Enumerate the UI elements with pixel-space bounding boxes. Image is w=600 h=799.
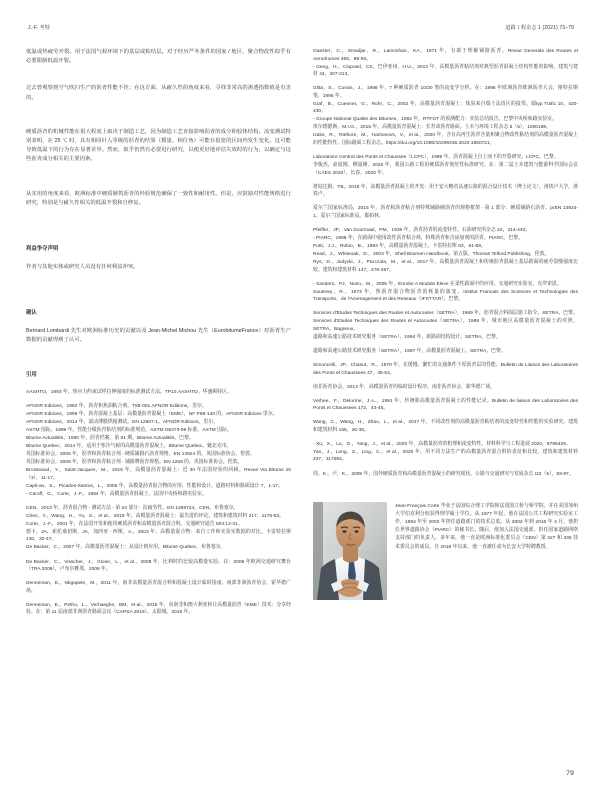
running-head-citation: 道路工程杂志 1 (2021) 73–79 [505,25,574,31]
reference-item: De Backer，C.，Visscher，J.，Glorie，L.，et al.，2008 年，比利时的比较高模量实验。在：2008 年欧洲交通研究舞台（TRA 2008），卢布尔雅那，2008 年。 [26,559,291,573]
reference-item: Chen，Y.，Wang，H.，Yu，S.，et al.，2019 年，高模量沥青混凝土：最先进的评论。建筑和建筑材料 217，1176-53。 [26,513,284,519]
reference-item: 南非沥青协会，2013 年，高模量沥青的临时设计程序。南非沥青协会，霍华德广场。 [313,384,496,390]
reference-item: 蒽姑达姆，TB，2019 年，高模量沥青混凝土的开发：用于安大略省高速公路的混合设计技术（博士论文），滑铁卢大学，滑铁卢。 [313,184,578,198]
reference-item: 李俊杰，俞滋刚，柳滋刚，2020 年，我国公路工程用硬质沥青规范性标准研究。在：第二届土木建筑与能源科学国际会议（CAES 2020），长春，2020 年。 [313,163,578,176]
reference-item: Rys，D.，Judycki，J.，Pszczola，M.，et al.，2017 年，高模量沥青混凝土和传统沥青混凝土基层路面的疲劳裂缝强度比较。建筑和建筑材料 147，478-487。 [313,260,578,273]
acknowledgments-heading: 确认 [26,310,37,317]
acknowledgments-text: Bernard Lombardi 先生对欧洲标准历史的贡献以及 Jean-Michel Michou 先生（EurobitumeFrance）对沥青生产数据的贡献得到了认可。 [26,328,291,344]
running-head [26,24,578,34]
portrait-illustration [313,502,387,600]
spacer [26,357,291,371]
spacer [26,77,291,84]
reference-item: Denneman，E.，Nkgapele，M.，2011 年，南非高模量沥青混合料和混凝土设计临时指南。南部非洲沥青协会，霍华德广场。 [26,581,291,594]
reference-item: Sauterey，R.，1973 年，热沥青混合物沥青消耗量的演变。Institut Francais des Sciences et Technologies des Transports，de l'Amenagement et des Reseaux（IFSTTAR），巴黎。 [313,289,578,303]
reference-item: Simoncelli，JP，Chanut，R.，1970 年，在缓慢、繁忙的交通条件下厚沥青层的性能。Bulletin de Liaison des Laboratoires des Ponts et Chaussees 47，45-54。 [313,363,578,376]
reference-item: Corte，J.-F.，2001 年，在法国开发和使用硬质沥青和高模量沥青混合料。交通研究通告 503:12-31。 [26,521,243,527]
reference-item: Brosseaud，Y.，Saint-Jacques，M.，2015 年，高模量沥青混凝土：近 30 年法国经验的回顾。Revue Via Bitume 10（3），11-17。 [26,468,291,481]
spacer [26,283,291,309]
body-paragraph: 从实用的角度来看，欧洲标准中硬质铺筑沥青的经验规范确保了一致性和耐用性。但是，应鼓励对性能规格进行研究，特别是与耐久性相关的低温开裂和自修复。 [26,190,291,206]
reference-item: AFNOR Editions，2014 年，滚动薄膜烘箱测试。EN 12607-1。AFNOR Editions。里尔。 [26,419,218,425]
right-column [313,48,578,617]
reference-item: Yan，J.，Leng，Z.，Ling，C.，et al.，2020 年，用不同方法生产的高模量沥青混合料的表征和比较。建筑和建筑材料 237，117594。 [313,449,578,463]
reference-item: CEN，2013 年，沥青混合物 - 测试方法 - 第 24 部分：抗疲劳性。EN 1269724。CEN。布鲁塞尔。 [26,505,239,511]
author-biography-text: Jean-François Corte 毕业于法国综合理工学院和法国国立桥与桥学院，并在美国加州大学伯克利分校获得理学硕士学位。从 1977 年起，他在法国公共工程研究实验室工作，1994 年至 2002 年担任道路部门的技术总监。从 2002 年到 2016 年 4 月，他担任世界道路协会（PIARC）的秘书长。随后，他加入法国交通部，担任国家道路网络支持部门的负责人。多年来，他一直是欧洲标准化委员会（CEN）第 227 和 336 技术委员会的成员。自 2018 年以来，他一直被任命为长安大学特聘教授。 [395,504,578,550]
reference-item: 英国标准协会，2006 年，沥青和沥青粘合剂 - 硬质铺路石沥青规格。EN 13924 的。英国标准协会，伦敦。 [26,451,255,457]
reference-item: AASHTO，1993 年，热应力约束试样拉伸强度的标准测试方法。TP10.AASHTO。华盛顿特区。 [26,389,232,395]
reference-item: Services d'Etudes Techniques des Routes et Autoroutes（SETRA），1988 年，城市地区高模量沥青混凝土的对照。SETRA。Bagneux。 [313,319,578,332]
reference-item: De Backer，C.，2007 年，高模量沥青混凝土：从设计到应用。Bitume Quebec，布鲁塞尔。 [26,545,226,551]
page-number: 79 [566,770,574,777]
reference-item: 道路和高速公路技术研究服务（SETRA），1997 年，高模量沥青混凝土。SETRA。巴黎。 [313,349,506,354]
reference-item: Bitume Actualités，1990 年，沥青档案。第 91 期。Bitume Actualités。巴黎。 [26,435,194,441]
reference-item: Read，J.，Whiteoak，D.，2003 年，Shell Bitumen Handbook。第五版。Thomas Telford Publishing。伦敦。 [313,252,550,258]
reference-item: Services d'Etudes Techniques des Routes et Autoroutes（SETRA），1969 年，沥青混合料面层施工指令。SETRA。巴黎。 [313,311,578,317]
reference-list-left [26,389,291,617]
spacer [26,219,291,245]
reference-item: - Xu，X.，Lu，G.，Yang，J.，et al.，2020 年，高模量沥青的机理和流变特性。材料科学与工程进展 2020，8795429。 [313,441,571,447]
reference-item: 爱尔兰国家标准局，2015 年，沥青和沥青粘合剂特殊铺路硬沥青的规格框架 - 第 1 部分：硬质铺路石沥青。prEN 13924-1。爱尔兰国家标准局。都柏林。 [313,206,578,219]
reference-list-right [313,48,578,478]
reference-item: 周，K.，卢，K.，2005 年，国外硬质沥青和高模量沥青混凝土的研究现状。公路与交通研究与发展杂志 I22（5），83-87。 [313,471,574,477]
reference-item: Pfeiffer，JP，Van Doormaal，PM，1936 年，沥青沥青的流变特性。石油研究所杂志 22，414-440。 [313,227,531,233]
reference-item: - Geng，H.，Clopotel，CS，巴伊亚州，H.U.，2013 年，高模量沥青粘结剂对典型沥青混凝土结构性能的影响。建筑与建材 44，207-213。 [313,64,578,78]
reference-item: Laboratoire Central des Ponts et Chaussee（LCPC），1999 年，沥青混凝土自上而下的开裂研究。LCPC。巴黎。 [313,155,559,161]
reference-item: Denneman，E.，Petho，L.，Verhaeghe，BM，et al.，2015 年，向南非和澳大利亚转让高模量沥青（EME）技术：分享经验。在：第 11 届南部非洲沥青路面会议（CAPSA 2015），太阳城，2015 年。 [26,602,291,616]
reference-item: Verhee，F.，Delorme，J.-L.，1991 年，传统和高模量沥青混凝土的性能记录。Bulletin de liaison des Laboratoires des Ponts et Chaussees 172，43-46。 [313,398,578,412]
reference-item: 埃尔德德斯，M.I.G.，2015 年，高模量沥青混凝土：长寿命沥青路面。土木与环境工程杂志 5（5），1000188。 [313,125,551,131]
conflict-of-interest-text: 作者与其他实体或研究人员没有任何利益冲突。 [26,264,139,271]
reference-item: Wang，C.，Wang，H.，Zhao，L.，et al.，2017 年，不同改性剂的高模量沥青粘结剂的流变特性和性能的实验研究。建筑和建筑材料 155，26-36。 [313,420,578,433]
reference-item: - Groupe National Qualite des Bitumes，1992 年，RTFOT 的预测能力：实验总结报告。巴黎中央桥和路实验室。 [313,117,557,123]
reference-item: AFNOR Editions，1999 年，沥青混凝土基层：高模量沥青混凝土（EME），NF P98-140 的。AFNOR Editions 里尔。 [26,411,278,417]
body-paragraph: 硬质沥青的机械性能在很大程度上取决于制造工艺，因为制造工艺直接影响沥青的成分和胶体结构。流变测试特别表明，在 25 ℃ 时，具有相同针入等级的沥青的结果（模量、相位角）可能在很宽的区间内发生变化。这可能导致低温下的行为存在显著差异。然而，似乎仍然有必要进行研究，以便更好地评估失效时的行为，以确定与这些沥青成分相关的主要因素。 [26,128,291,163]
spacer [26,114,291,128]
references-heading: 引用 [26,371,37,378]
left-column [26,48,291,617]
reference-item: Potti，J.J.，Rubio，B.，1993 年，高模量沥青混凝土。卡雷特拉斯 63，61-69。 [313,243,486,249]
reference-item: - Sanders，PJ，Nunn，M.，2005 年，Enrobe A Module Eleve 在柔性路面中的应用。交通研究实验室，克罗索恩。 [313,281,562,287]
reference-item: ASTM 国际。1999 年。性能分级沥青粘结剂的标准规范。ASTM D6373-99 标准。ASTM 国际。 [26,427,232,433]
reference-item: - PIARC，1998 年，在路面中使用改性沥青粘合剂、特殊沥青和含添加剂的沥青。PIARC。巴黎。 [313,235,523,241]
running-head-author: J.-F. 考特 [28,25,51,31]
reference-item: 德卡，JA，索托桑切斯，JA，加西亚 · 西斯，A.，2003 年，高模量混合物：来自工作和实验室数据的对比。卡雷特拉斯 130，32-47。 [26,529,291,543]
reference-item: Izaks，R.，Rathore，M.，Haritonovs，V.，et al.，2020 年，含有高再生沥青含量和聚合物改性粘结剂的高模量沥青混凝土的性能特性。国际路面工程杂志。https://doi.org/10.1080/10298436.2020.1850721。 [313,133,578,147]
reference-item: AFNOR Editions，1992 年，沥青和焦油粘合剂。T65-001.AFNOR Editions。里尔。 [26,403,207,409]
author-biography [313,502,578,600]
two-column-body [26,48,578,617]
reference-item: Capit-ao，S.，Picados-Santos，L.，2006 年，高模量沥青混合物的应用、性能和设计。道路材料和路面设计 7，1-17。 [26,483,283,489]
reference-item: Gaestel，C.，Smadjar，R.，Lammihan，KA，1971 年，有助于理解铺路沥青。Revue Generale des Routes et Aerodromes 466，85-94。 [313,49,578,62]
body-paragraph: 低温或热疲劳开裂。用于法国气候环境下的基层或粘结层。对于经历严冬条件的国家 / 地区，聚合物改性似乎有必要限制低温开裂。 [26,49,291,65]
reference-item: 道路和高速公路技术研究服务（SETRA），1994 年，新路面结构设计。SETRA。巴黎。 [313,334,501,340]
reference-item: 英国标准协会，2009 年，沥青和沥青粘合剂 - 铺路牌沥青规格。EN 1259 的。英国标准协会，伦敦。 [26,460,243,466]
body-paragraph: 过去曾观察到空气吹扫生产的沥青性能不佳；在这方面，从耐久性的角度来看，寻找非常高的渗透指数值是有害的。 [26,85,291,101]
reference-item: Bitume Quebec，2014 年，适用于寒冷气候的高模量沥青混凝土。Bitume Quebec。魁北克市。 [26,443,232,449]
conflict-of-interest-heading: 利益争夺声明 [26,246,59,253]
reference-item: Glita，S.，Conan，J.，1996 年，7 种硬质沥青 10/20 笔的流变学分析。在：1996 年欧洲沥青欧洲沥青大会，斯特拉斯堡，1996 年。 [313,86,578,99]
reference-item: - Caroff，G.，Corte，J.-F.，1994 年，高模量沥青混凝土。法国中央桥和路实验室。 [26,491,207,497]
reference-item: Graf，B.，Cuennet，G.，Rohr，C.，2002 年，高模量沥青混凝土：体验来自瑞士法语区的投票。瑞typ Trafic 10，420-430。 [313,101,578,115]
spacer [26,176,291,190]
author-portrait-photo [313,502,387,600]
